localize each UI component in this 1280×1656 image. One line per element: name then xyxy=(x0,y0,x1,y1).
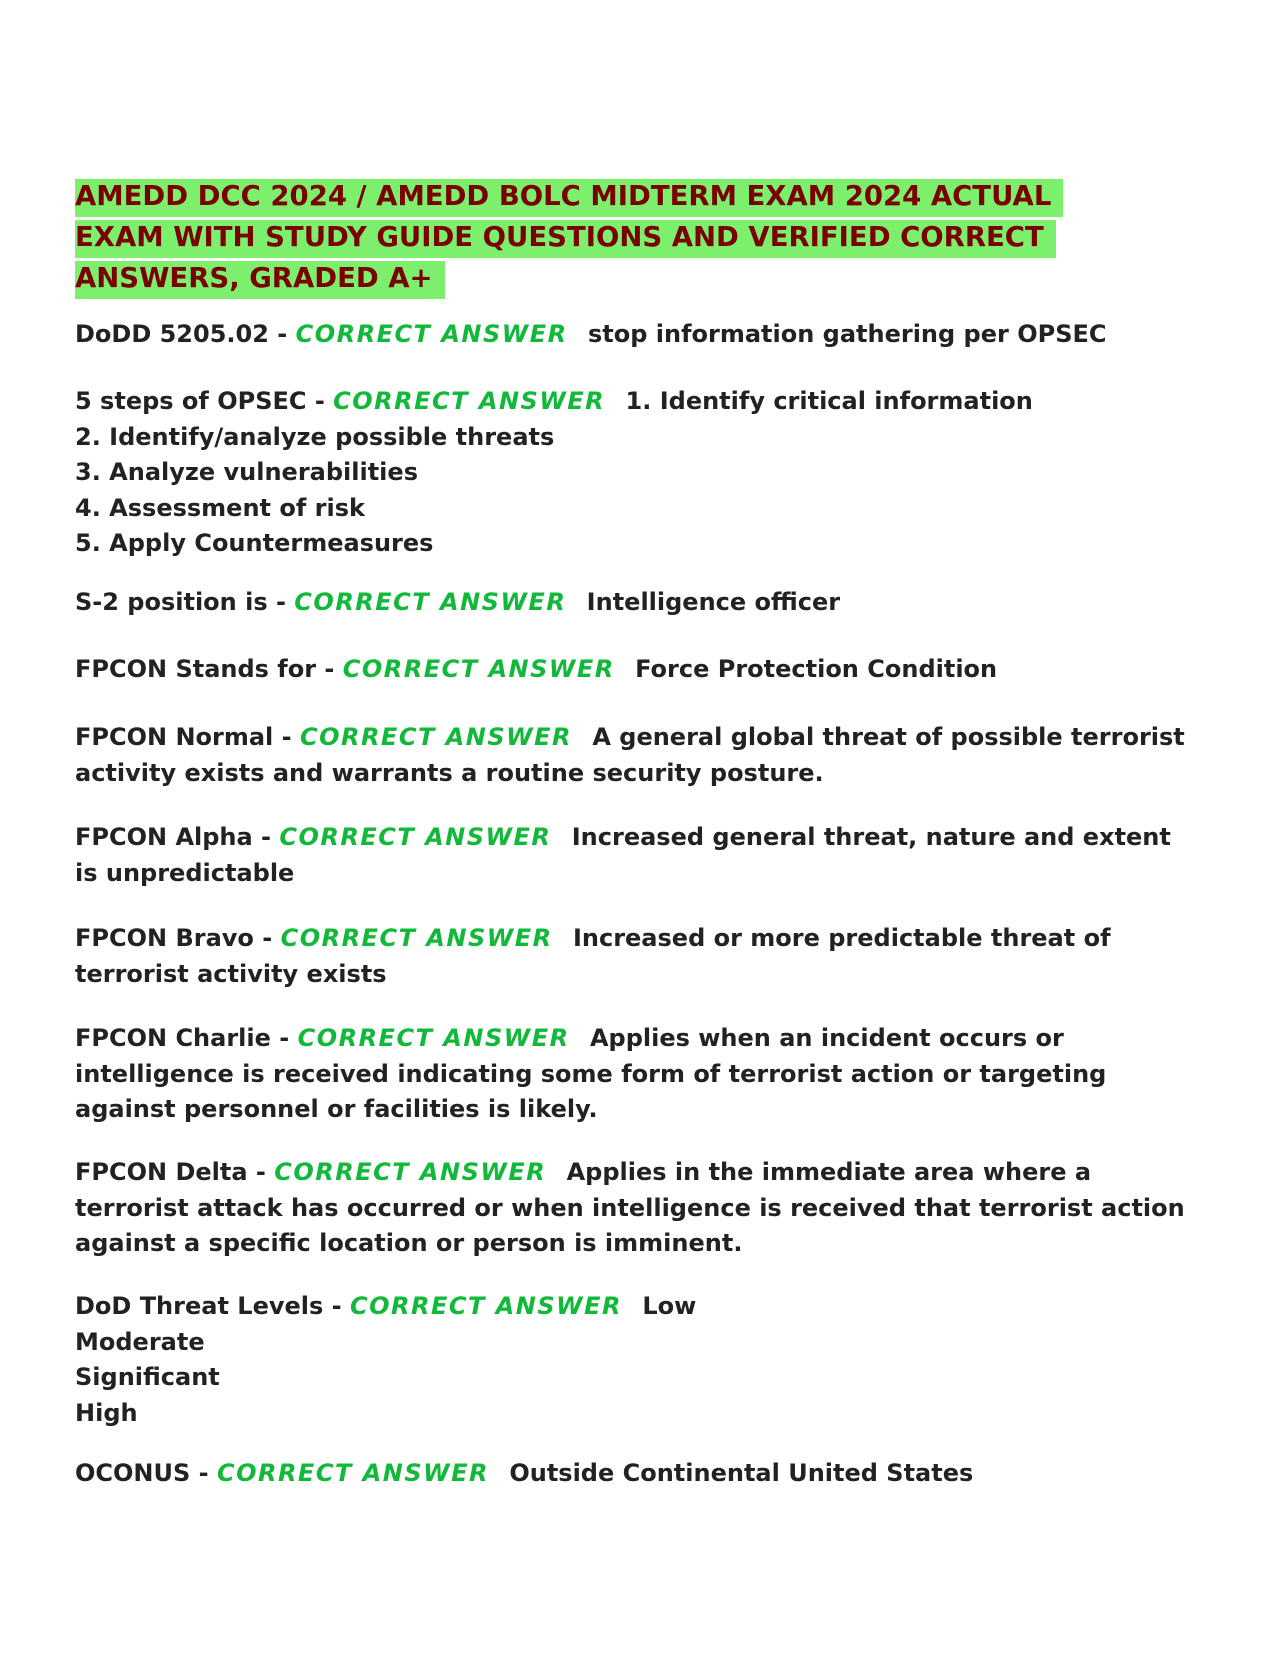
question-text: DoD Threat Levels - xyxy=(75,1292,350,1320)
answer-text: activity exists and warrants a routine security posture. xyxy=(75,758,824,787)
answer-text: terrorist activity exists xyxy=(75,959,387,988)
document-title xyxy=(75,176,1205,299)
question-text: S-2 position is - xyxy=(75,588,295,616)
answer-text: 3. Analyze vulnerabilities xyxy=(75,458,418,486)
answer-text: Force Protection Condition xyxy=(635,655,998,683)
answer-text: Significant xyxy=(75,1363,220,1391)
answer-text: Applies when an incident occurs or xyxy=(589,1024,1064,1052)
answer-text: Increased general threat, nature and extent xyxy=(571,823,1171,851)
answer-text: is unpredictable xyxy=(75,858,295,887)
answer-text: Intelligence officer xyxy=(586,588,841,616)
correct-answer-tag: CORRECT ANSWER xyxy=(299,723,572,751)
correct-answer-tag: CORRECT ANSWER xyxy=(342,655,615,683)
correct-answer-tag: CORRECT ANSWER xyxy=(349,1292,622,1320)
answer-text: intelligence is received indicating some form of terrorist action or targeting xyxy=(75,1059,1107,1088)
question-text: FPCON Alpha - xyxy=(75,823,280,851)
correct-answer-tag: CORRECT ANSWER xyxy=(295,320,568,348)
question-text: FPCON Charlie - xyxy=(75,1024,298,1052)
answer-text: Low xyxy=(642,1292,697,1320)
answer-text: against a specific location or person is imminent. xyxy=(75,1229,743,1257)
qa-item xyxy=(75,1456,1215,1492)
correct-answer-tag: CORRECT ANSWER xyxy=(216,1459,489,1487)
correct-answer-tag: CORRECT ANSWER xyxy=(297,1024,570,1052)
answer-text: 2. Identify/analyze possible threats xyxy=(75,422,555,451)
answer-text: High xyxy=(75,1398,138,1427)
correct-answer-tag: CORRECT ANSWER xyxy=(294,588,567,616)
qa-item xyxy=(75,921,1215,992)
qa-item xyxy=(75,1289,1215,1431)
question-text: FPCON Delta - xyxy=(75,1158,275,1186)
correct-answer-tag: CORRECT ANSWER xyxy=(279,823,552,851)
question-text: 5 steps of OPSEC - xyxy=(75,387,334,415)
question-text: FPCON Normal - xyxy=(75,723,300,751)
correct-answer-tag: CORRECT ANSWER xyxy=(274,1158,547,1186)
qa-item xyxy=(75,585,1215,621)
title-line-1: AMEDD DCC 2024 / AMEDD BOLC MIDTERM EXAM 2024 ACTUAL xyxy=(75,179,1063,217)
question-text: FPCON Bravo - xyxy=(75,924,281,952)
qa-item xyxy=(75,384,1215,562)
correct-answer-tag: CORRECT ANSWER xyxy=(333,387,606,415)
qa-item xyxy=(75,720,1215,791)
answer-text: against personnel or facilities is likely. xyxy=(75,1095,598,1123)
qa-item xyxy=(75,652,1215,688)
answer-text: Outside Continental United States xyxy=(509,1459,974,1487)
answer-text: Moderate xyxy=(75,1327,205,1356)
answer-text: 5. Apply Countermeasures xyxy=(75,529,434,557)
answer-text: Increased or more predictable threat of xyxy=(572,924,1111,952)
question-text: DoDD 5205.02 - xyxy=(75,320,296,348)
correct-answer-tag: CORRECT ANSWER xyxy=(280,924,553,952)
answer-text: A general global threat of possible terrorist xyxy=(592,723,1185,751)
qa-item xyxy=(75,1155,1215,1262)
answer-text: terrorist attack has occurred or when intelligence is received that terrorist action xyxy=(75,1193,1185,1222)
qa-item xyxy=(75,820,1215,891)
answer-text: stop information gathering per OPSEC xyxy=(587,320,1107,348)
answer-text: 1. Identify critical information xyxy=(625,387,1033,415)
title-line-3: ANSWERS, GRADED A+ xyxy=(75,261,445,299)
qa-item xyxy=(75,317,1215,353)
question-text: FPCON Stands for - xyxy=(75,655,343,683)
qa-item xyxy=(75,1021,1215,1128)
answer-text: 4. Assessment of risk xyxy=(75,493,365,522)
title-line-2: EXAM WITH STUDY GUIDE QUESTIONS AND VERIFIED CORRECT xyxy=(75,220,1056,258)
question-text: OCONUS - xyxy=(75,1459,217,1487)
answer-text: Applies in the immediate area where a xyxy=(566,1158,1092,1186)
